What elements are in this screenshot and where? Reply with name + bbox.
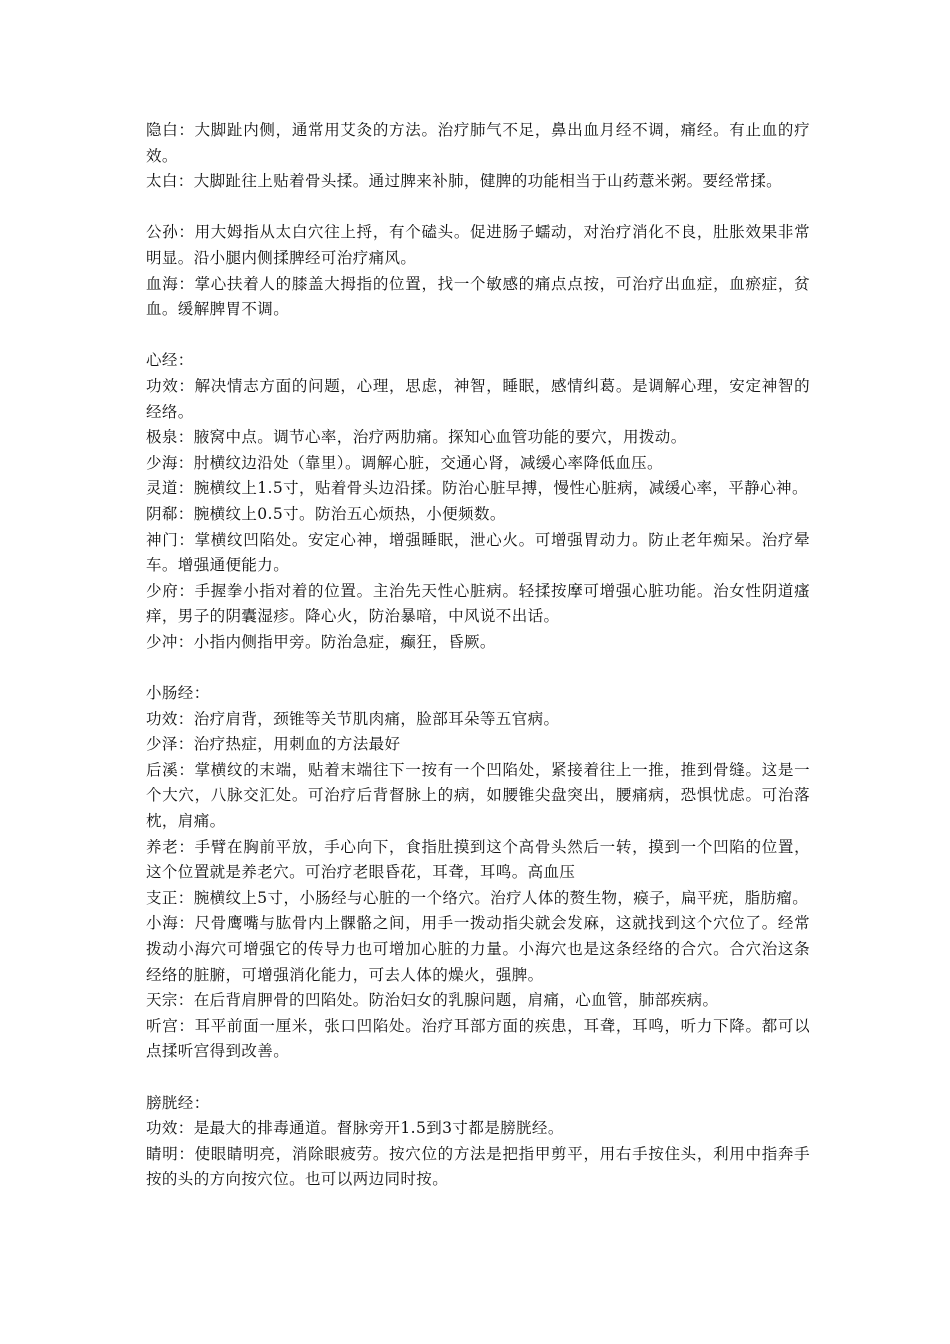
paragraph-taibai: 太白：大脚趾往上贴着骨头揉。通过脾来补肺，健脾的功能相当于山药薏米粥。要经常揉。 bbox=[146, 172, 783, 191]
paragraph-yanglao: 养老：手臂在胸前平放，手心向下，食指肚摸到这个高骨头然后一转，摸到一个凹陷的位置，这个位置就是养老穴。可治疗老眼昏花，耳聋，耳鸣。高血压 bbox=[146, 837, 810, 882]
blank-line bbox=[146, 195, 810, 221]
paragraph-shaohai: 少海：肘横纹边沿处（靠里）。调解心脏，交通心肾，减缓心率降低血压。 bbox=[146, 453, 663, 472]
paragraph-zhizheng: 支正：腕横纹上5寸，小肠经与心脏的一个络穴。治疗人体的赘生物，瘊子，扁平疣，脂肪瘤。 bbox=[146, 888, 809, 907]
paragraph-xiaohai: 小海：尺骨鹰嘴与肱骨内上髁骼之间，用手一拨动指尖就会发麻，这就找到这个穴位了。经常拨动小海穴可增强它的传导力也可增加心脏的力量。小海穴也是这条经络的合穴。合穴治这条经络的脏腑，可增强消化能力，可去人体的燥火，强脾。 bbox=[146, 914, 810, 984]
blank-line bbox=[146, 323, 810, 349]
paragraph-bladder-function: 功效：是最大的排毒通道。督脉旁开1.5到3寸都是膀胱经。 bbox=[146, 1119, 564, 1138]
paragraph-heart-function: 功效：解决情志方面的问题，心理，思虑，神智，睡眠，感情纠葛。是调解心理，安定神智的经络。 bbox=[146, 376, 810, 421]
paragraph-small-intestine-function: 功效：治疗肩背，颈锥等关节肌肉痛，脸部耳朵等五官病。 bbox=[146, 709, 560, 728]
paragraph-shaoze: 少泽：治疗热症，用刺血的方法最好 bbox=[146, 735, 401, 754]
paragraph-yinxi: 阴郗：腕横纹上0.5寸。防治五心烦热，小便频数。 bbox=[146, 504, 506, 523]
paragraph-tinggong: 听宫：耳平前面一厘米，张口凹陷处。治疗耳部方面的疾患，耳聋，耳鸣，听力下降。都可以点揉听宫得到改善。 bbox=[146, 1016, 810, 1061]
paragraph-tianzong: 天宗：在后背肩胛骨的凹陷处。防治妇女的乳腺问题，肩痛，心血管，肺部疾病。 bbox=[146, 991, 719, 1010]
blank-line bbox=[146, 655, 810, 681]
paragraph-lingdao: 灵道：腕横纹上1.5寸，贴着骨头边沿揉。防治心脏早搏，慢性心脏病，减缓心率，平静心神。 bbox=[146, 479, 808, 498]
paragraph-jingming: 睛明：使眼睛明亮，消除眼疲劳。按穴位的方法是把指甲剪平，用右手按住头，利用中指奔手按的头的方向按穴位。也可以两边同时按。 bbox=[146, 1144, 810, 1189]
section-heading-small-intestine-meridian: 小肠经： bbox=[146, 684, 210, 703]
document-body bbox=[146, 118, 810, 1193]
paragraph-yinbai: 隐白：大脚趾内侧，通常用艾灸的方法。治疗肺气不足，鼻出血月经不调，痛经。有止血的疗效。 bbox=[146, 121, 810, 165]
blank-line bbox=[146, 1065, 810, 1091]
section-heading-bladder-meridian: 膀胱经： bbox=[146, 1093, 210, 1112]
paragraph-houxi: 后溪：掌横纹的末端，贴着末端往下一按有一个凹陷处，紧接着往上一推，推到骨缝。这是一个大穴，八脉交汇处。可治疗后背督脉上的病，如腰锥尖盘突出，腰痛病，恐惧忧虑。可治落枕，肩痛。 bbox=[146, 760, 810, 831]
paragraph-jiquan: 极泉：腋窝中点。调节心率，治疗两肋痛。探知心血管功能的要穴，用拨动。 bbox=[146, 428, 687, 447]
paragraph-shenmen: 神门：掌横纹凹陷处。安定心神，增强睡眠，泄心火。可增强胃动力。防止老年痴呆。治疗晕车。增强通便能力。 bbox=[146, 530, 810, 575]
section-heading-heart-meridian: 心经： bbox=[146, 351, 194, 370]
paragraph-shaochong: 少冲：小指内侧指甲旁。防治急症，癫狂，昏厥。 bbox=[146, 632, 496, 651]
paragraph-gongsun: 公孙：用大姆指从太白穴往上捋，有个磕头。促进肠子蠕动，对治疗消化不良，肚胀效果非常明显。沿小腿内侧揉脾经可治疗痛风。 bbox=[146, 223, 810, 267]
paragraph-xuehai: 血海：掌心扶着人的膝盖大拇指的位置，找一个敏感的痛点点按，可治疗出血症，血瘀症，贫血。缓解脾胃不调。 bbox=[146, 274, 810, 319]
paragraph-shaofu: 少府：手握拳小指对着的位置。主治先天性心脏病。轻揉按摩可增强心脏功能。治女性阴道瘙痒，男子的阴囊湿疹。降心火，防治暴喑，中风说不出话。 bbox=[146, 581, 810, 626]
